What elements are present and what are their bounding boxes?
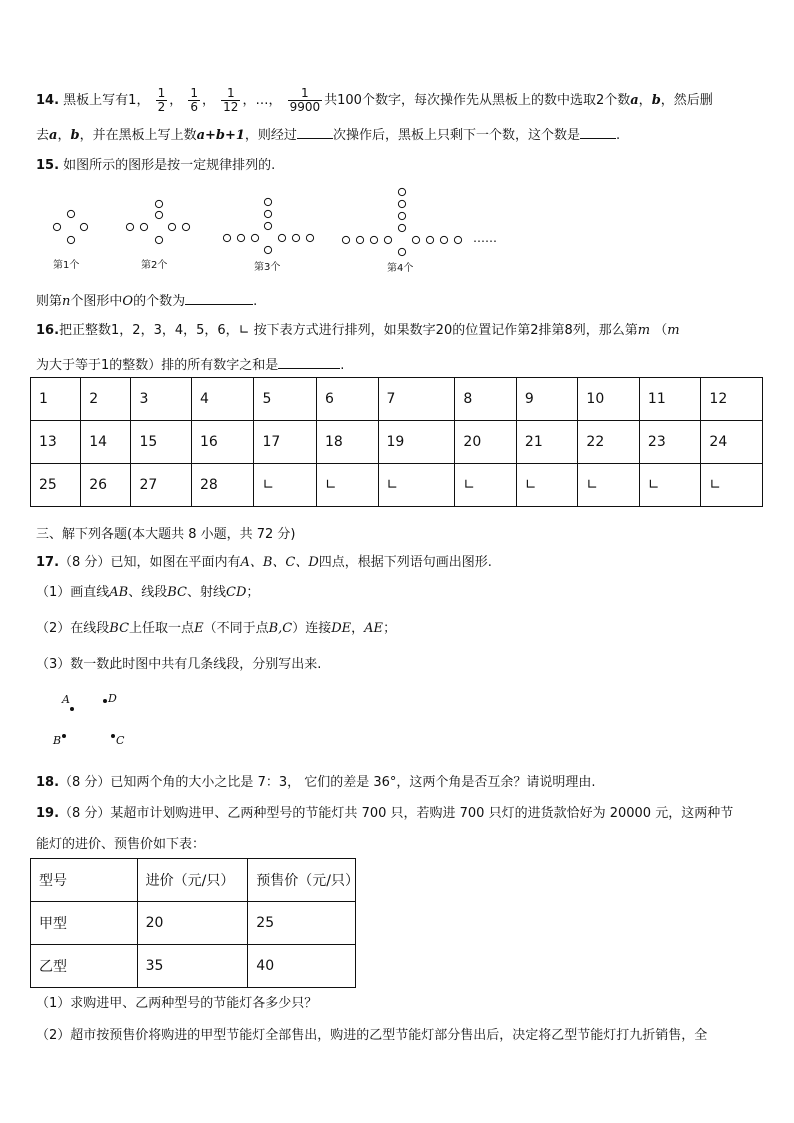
q16-var-m: m — [637, 323, 651, 338]
q19-cell: 35 — [137, 945, 248, 988]
q19-line1 — [36, 805, 733, 823]
q16-cell: ∟ — [378, 464, 455, 507]
q17-sub2-ae: AE — [364, 621, 384, 636]
q16-cell: 17 — [254, 421, 317, 464]
q15-answer-symbol: O — [122, 294, 134, 309]
q16-cell: 28 — [191, 464, 254, 507]
q16-cell: 12 — [701, 378, 763, 421]
q16-cell: 7 — [378, 378, 455, 421]
q16-line2 — [36, 354, 344, 375]
q16-cell: 21 — [516, 421, 578, 464]
q16-text-d: . — [340, 358, 345, 373]
q14-line2-e: . — [615, 128, 621, 143]
q16-blank[interactable] — [278, 354, 340, 369]
q16-cell: 27 — [131, 464, 191, 507]
q17-sub1 — [36, 584, 259, 602]
q16-cell: 2 — [81, 378, 131, 421]
q15-fig-label-4: 第4个 — [387, 263, 414, 274]
q17-sub2 — [36, 620, 396, 638]
q18-text: （8 分）已知两个角的大小之比是 7：3， 它们的差是 36°，这两个角是否互余？请说明理由. — [59, 775, 596, 790]
q19-header-cell: 型号 — [31, 859, 138, 902]
q16-cell: 18 — [317, 421, 379, 464]
q19-line1-text: （8 分）某超市计划购进甲、乙两种型号的节能灯共 700 只，若购进 700 只灯的进货款恰好为 20000 元，这两种节 — [59, 806, 734, 821]
point-c — [111, 734, 115, 738]
q15-answer-var: n — [62, 294, 71, 309]
q16-cell: 1 — [31, 378, 81, 421]
q16-cell: 13 — [31, 421, 81, 464]
q16-cell: ∟ — [254, 464, 317, 507]
q19-cell: 25 — [248, 902, 356, 945]
q15-ellipsis: …… — [473, 231, 497, 245]
q17-sub3-text: 数一数此时图中共有几条线段，分别写出来. — [70, 657, 322, 672]
table-row — [31, 945, 356, 988]
q19-sub1: （1）求购进甲、乙两种型号的节能灯各多少只？ — [36, 996, 318, 1011]
q19-line2: 能灯的进价、预售价如下表： — [36, 837, 206, 852]
q15-answer-c: 的个数为 — [133, 294, 186, 309]
q15-text: 如图所示的图形是按一定规律排列的. — [63, 158, 276, 173]
q16-cell: 22 — [578, 421, 640, 464]
q17-sub1-mid2: 、射线 — [187, 585, 227, 600]
q15-blank[interactable] — [185, 290, 253, 305]
q16-text-a: 把正整数1，2，3，4，5，6，∟ 按下表方式进行排列，如果数字20的位置记作第2排第8列，那么第 — [59, 323, 638, 338]
q15-answer-b: 个图形中 — [70, 294, 123, 309]
q16-cell: 23 — [639, 421, 701, 464]
q16-cell: 9 — [516, 378, 578, 421]
q16-cell: 14 — [81, 421, 131, 464]
q14-var-a: a — [630, 93, 639, 108]
q16-cell: ∟ — [455, 464, 517, 507]
q16-cell: ∟ — [516, 464, 578, 507]
q17-sub2-end: ； — [383, 621, 397, 636]
q16-cell: ∟ — [639, 464, 701, 507]
q14-line1: 14. 黑板上写有1， $\frac{1}{2}$ ， $\frac{1}{6}$ ， $\frac{1}{12}$ ，…， $\frac{1}{9900}$ 共100个数字，每次操作先从黑板上的数中选取2个数a，b，然后删 — [36, 86, 713, 114]
q17-sub2-a: 在线段 — [70, 621, 110, 636]
q16-cell: ∟ — [578, 464, 640, 507]
q16-cell: ∟ — [701, 464, 763, 507]
q19-cell: 20 — [137, 902, 248, 945]
table-row — [31, 378, 763, 421]
q17-sub2-b: 上任取一点 — [129, 621, 195, 636]
q17-sub1-label: （1） — [36, 585, 71, 600]
q17-sub1-text: 画直线 — [70, 585, 110, 600]
q19-cell: 40 — [248, 945, 356, 988]
q17-sub1-end: ； — [246, 585, 260, 600]
q19-cell: 乙型 — [31, 945, 138, 988]
point-d — [103, 699, 107, 703]
q16-cell: 4 — [191, 378, 254, 421]
point-label-b: B — [53, 734, 62, 747]
q14-frac-3: $\frac{1}{12}$ — [223, 86, 239, 114]
q14-line2-a: 去 — [36, 128, 50, 143]
q17-sub3-label: （3） — [36, 657, 71, 672]
q15-number: 15. — [36, 158, 60, 173]
q17-sub2-label: （2） — [36, 621, 71, 636]
q15-fig-label-3: 第3个 — [254, 262, 281, 273]
point-b — [62, 734, 66, 738]
q16-cell: ∟ — [317, 464, 379, 507]
point-label-d: D — [108, 692, 117, 705]
q14-blank-1[interactable] — [297, 124, 333, 139]
point-label-a: A — [62, 693, 70, 706]
q15-answer-a: 则第 — [36, 294, 63, 309]
q17-score: （8 分） — [59, 555, 111, 570]
q17-line — [36, 554, 492, 572]
q14-line2-c: ，则经过 — [244, 128, 297, 143]
q17-sub1-cd: CD — [226, 585, 247, 600]
q19-price-table — [30, 858, 359, 988]
q15-line — [36, 157, 275, 175]
q14-text-a: 黑板上写有1， — [63, 93, 150, 108]
section3-title: 三、解下列各题(本大题共 8 小题，共 72 分) — [36, 527, 296, 542]
q19-header-cell: 进价（元/只） — [137, 859, 248, 902]
q16-number: 16. — [36, 323, 60, 338]
q14-text-b: 共100个数字，每次操作先从黑板上的数中选取2个数 — [324, 93, 631, 108]
q19-header-cell: 预售价（元/只） — [248, 859, 356, 902]
q18-line — [36, 774, 596, 792]
q16-var-m-2: m — [667, 323, 680, 338]
q15-fig-label-2: 第2个 — [141, 260, 168, 271]
q16-cell: 25 — [31, 464, 81, 507]
q14-line2: 去a，b，并在黑板上写上数a+b+1，则经过 次操作后，黑板上只剩下一个数，这个数是 . — [36, 124, 620, 145]
q14-expr: a+b+1 — [196, 128, 245, 143]
q17-points: A、B、C、D — [240, 555, 319, 570]
q17-sub3 — [36, 656, 321, 674]
q16-cell: 24 — [701, 421, 763, 464]
table-row — [31, 421, 763, 464]
q14-line2-var-a: a — [49, 128, 58, 143]
q15-answer-d: . — [253, 294, 258, 309]
q17-text: 已知，如图在平面内有 — [110, 555, 241, 570]
q14-frac-1: $\frac{1}{2}$ — [157, 86, 166, 114]
q17-sub2-sep: ， — [351, 621, 365, 636]
point-label-c: C — [116, 734, 125, 747]
table-row — [31, 902, 356, 945]
q19-number: 19. — [36, 806, 60, 821]
q16-line1 — [36, 322, 680, 340]
q14-line2-d: 次操作后，黑板上只剩下一个数，这个数是 — [332, 128, 580, 143]
q17-sub1-ab: AB — [109, 585, 129, 600]
q14-blank-2[interactable] — [580, 124, 616, 139]
q16-number-table — [30, 377, 763, 507]
q17-sub2-e: E — [194, 621, 204, 636]
q14-frac-2: $\frac{1}{6}$ — [190, 86, 199, 114]
q19-table-header — [31, 859, 356, 902]
q17-text-b: 四点，根据下列语句画出图形. — [318, 555, 492, 570]
q14-line2-b: ，并在黑板上写上数 — [79, 128, 197, 143]
q16-text-c: 为大于等于1的整数）排的所有数字之和是 — [36, 358, 279, 373]
q16-cell: 6 — [317, 378, 379, 421]
q16-cell: 26 — [81, 464, 131, 507]
table-row — [31, 464, 763, 507]
q17-sub1-mid: 、线段 — [128, 585, 168, 600]
point-a — [70, 707, 74, 711]
q14-var-b: b — [651, 93, 661, 108]
q16-text-b: （ — [654, 323, 668, 338]
q15-fig-label-1: 第1个 — [53, 260, 80, 271]
q14-frac-last: $\frac{1}{9900}$ — [289, 86, 321, 114]
q19-cell: 甲型 — [31, 902, 138, 945]
q16-cell: 16 — [191, 421, 254, 464]
q15-answer-line — [36, 290, 257, 311]
q17-sub2-de: DE — [331, 621, 352, 636]
q16-cell: 10 — [578, 378, 640, 421]
q16-cell: 3 — [131, 378, 191, 421]
q16-cell: 20 — [455, 421, 517, 464]
q14-number: 14. — [36, 93, 60, 108]
q18-number: 18. — [36, 775, 60, 790]
q16-cell: 19 — [378, 421, 455, 464]
q17-sub2-pts: B,C — [268, 621, 293, 636]
q19-sub2: （2）超市按预售价将购进的甲型节能灯全部售出，购进的乙型节能灯部分售出后，决定将乙型节能灯打九折销售，全 — [36, 1028, 708, 1043]
q16-cell: 11 — [639, 378, 701, 421]
q17-sub1-bc: BC — [167, 585, 188, 600]
q17-sub2-d: ）连接 — [292, 621, 332, 636]
q16-cell: 5 — [254, 378, 317, 421]
q17-sub2-c: （不同于点 — [203, 621, 269, 636]
q17-sub2-bc: BC — [109, 621, 130, 636]
q14-line2-var-b: b — [70, 128, 80, 143]
q14-text-c: ，然后删 — [660, 93, 713, 108]
q16-cell: 8 — [455, 378, 517, 421]
q16-cell: 15 — [131, 421, 191, 464]
q17-number: 17. — [36, 555, 60, 570]
q14-ellipsis: ，…， — [242, 93, 282, 108]
